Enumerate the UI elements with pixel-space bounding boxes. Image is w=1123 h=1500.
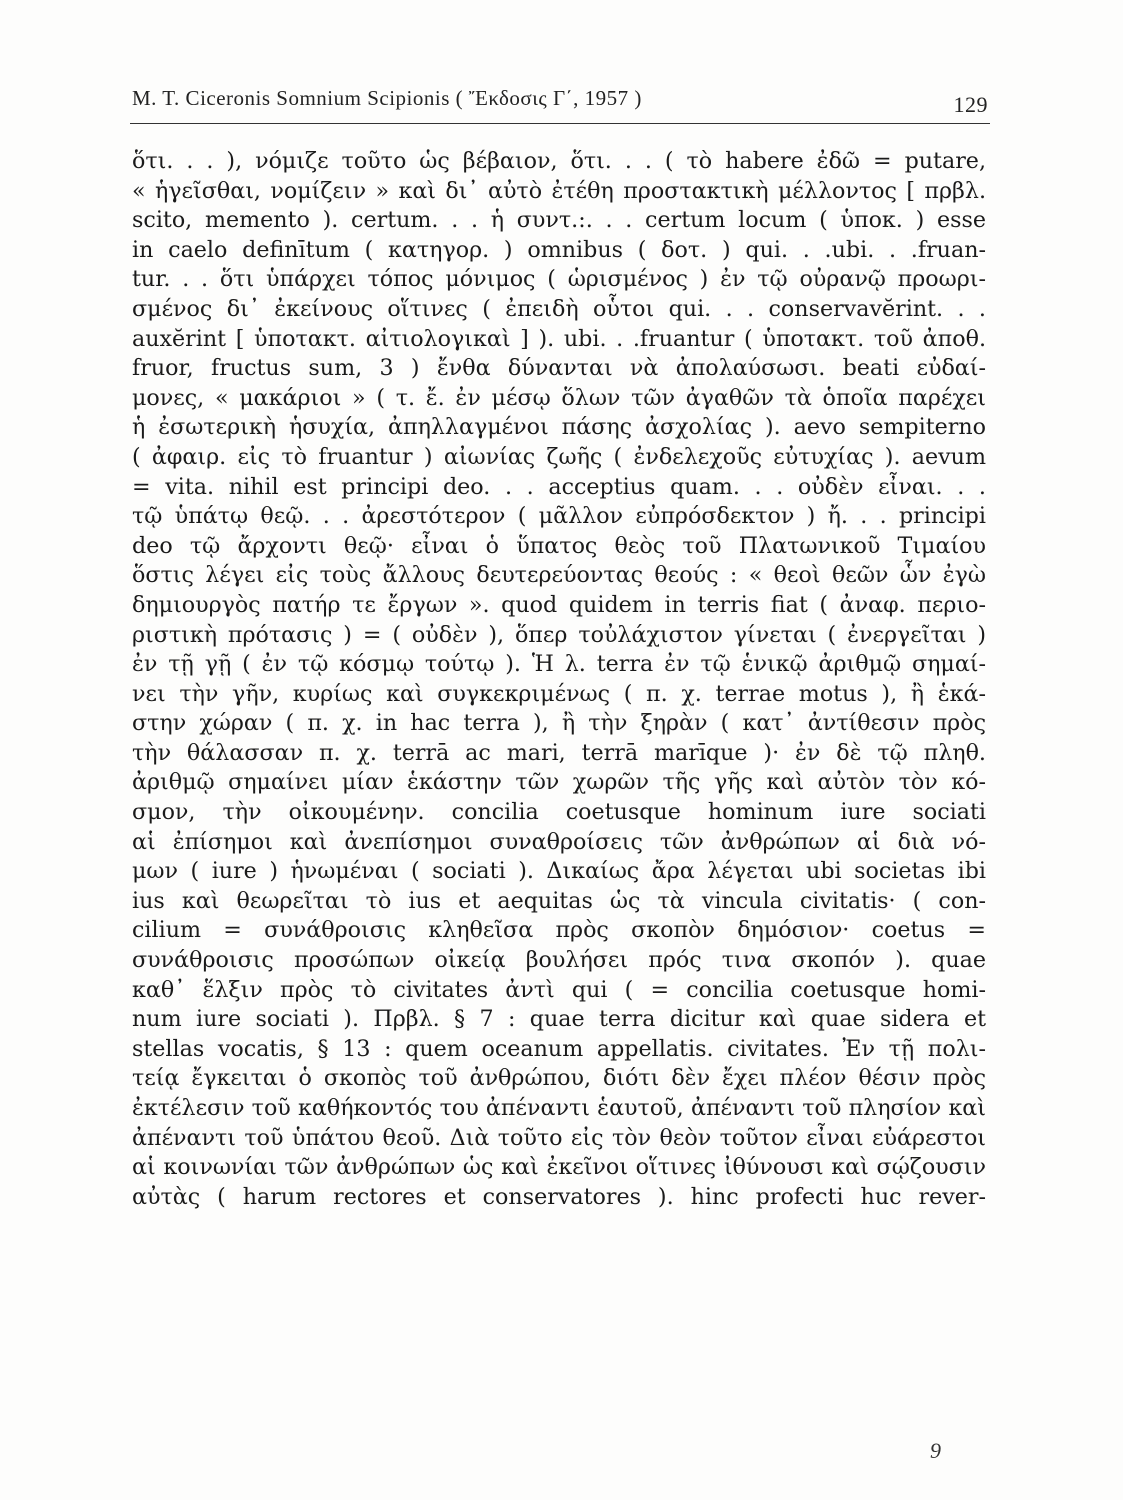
- text-line: num iure sociati ). Πρβλ. § 7 : quae terra dicitur καὶ quae sidera et: [132, 1006, 986, 1033]
- text-line: stellas vocatis, § 13 : quem oceanum appellatis. civitates. Ἐν τῇ πολι-: [132, 1035, 986, 1062]
- text-line: ἐν τῇ γῇ ( ἐν τῷ κόσμῳ τούτῳ ). Ἡ λ. terra ἐν τῷ ἑνικῷ ἀριθμῷ σημαί-: [132, 651, 986, 678]
- signature-mark: 9: [930, 1438, 941, 1463]
- text-line: αἱ ἐπίσημοι καὶ ἀνεπίσημοι συναθροίσεις τῶν ἀνθρώπων αἱ διὰ νό-: [132, 828, 986, 855]
- text-line: μονες, « μακάριοι » ( τ. ἔ. ἐν μέσῳ ὅλων τῶν ἀγαθῶν τὰ ὁποῖα παρέχει: [132, 384, 986, 411]
- page-number: 129: [953, 92, 988, 117]
- text-line: tur. . . ὅτι ὑπάρχει τόπος μόνιμος ( ὡρισμένος ) ἐν τῷ οὐρανῷ προωρι-: [132, 266, 986, 293]
- text-line: deo τῷ ἄρχοντι θεῷ· εἶναι ὁ ὕπατος θεὸς τοῦ Πλατωνικοῦ Τιμαίου: [132, 532, 986, 559]
- text-line: ὅστις λέγει εἰς τοὺς ἄλλους δευτερεύοντας θεούς : « θεοὶ θεῶν ὧν ἐγὼ: [132, 562, 986, 589]
- text-line: ἡ ἐσωτερικὴ ἡσυχία, ἀπηλλαγμένοι πάσης ἀσχολίας ). aevo sempiterno: [132, 414, 986, 441]
- text-line: τῷ ὑπάτῳ θεῷ. . . ἀρεστότερον ( μᾶλλον εὐπρόσδεκτον ) ἤ. . . principi: [132, 503, 986, 530]
- text-line: νει τὴν γῆν, κυρίως καὶ συγκεκριμένως ( π. χ. terrae motus ), ἢ ἑκά-: [132, 680, 986, 707]
- text-line: ὅτι. . . ), νόμιζε τοῦτο ὡς βέβαιον, ὅτι. . . ( τὸ habere ἐδῶ = putare,: [132, 148, 986, 174]
- text-line: = vita. nihil est principi deo. . . acceptius quam. . . οὐδὲν εἶναι. . .: [132, 473, 986, 500]
- header-rule: [130, 123, 990, 124]
- text-line: cilium = συνάθροισις κληθεῖσα πρὸς σκοπὸν δημόσιον· coetus =: [132, 917, 986, 944]
- text-line: ( ἀφαιρ. εἰς τὸ fruantur ) αἰωνίας ζωῆς ( ἐνδελεχοῦς εὐτυχίας ). aevum: [132, 443, 986, 470]
- text-line: ἀριθμῷ σημαίνει μίαν ἑκάστην τῶν χωρῶν τῆς γῆς καὶ αὐτὸν τὸν κό-: [132, 769, 986, 796]
- commentary-text: [132, 147, 986, 1212]
- text-line: « ἡγεῖσθαι, νομίζειν » καὶ δι᾽ αὐτὸ ἐτέθη προστακτικὴ μέλλοντος [ πρβλ.: [132, 177, 986, 204]
- text-line: αἱ κοινωνίαι τῶν ἀνθρώπων ὡς καὶ ἐκεῖνοι οἵτινες ἰθύνουσι καὶ σῴζουσιν: [132, 1154, 986, 1181]
- text-line: fruor, fructus sum, 3 ) ἔνθα δύνανται νὰ ἀπολαύσωσι. beati εὐδαί-: [132, 355, 986, 382]
- text-line: μων ( iure ) ἡνωμέναι ( sociati ). Δικαίως ἄρα λέγεται ubi societas ibi: [132, 858, 986, 885]
- text-line: καθ᾽ ἕλξιν πρὸς τὸ civitates ἀντὶ qui ( = concilia coetusque homi-: [132, 976, 986, 1003]
- text-line: ius καὶ θεωρεῖται τὸ ius et aequitas ὡς τὰ vincula civitatis· ( con-: [132, 887, 986, 914]
- running-header: [132, 78, 990, 118]
- text-line: σμένος δι᾽ ἐκείνους οἵτινες ( ἐπειδὴ οὗτοι qui. . . conservavĕrint. . .: [132, 295, 986, 322]
- text-line: δημιουργὸς πατήρ τε ἔργων ». quod quidem in terris fiat ( ἀναφ. περιο-: [132, 591, 986, 618]
- text-line: in caelo definītum ( κατηγορ. ) omnibus ( δοτ. ) qui. . .ubi. . .fruan-: [132, 236, 986, 263]
- text-line: scito, memento ). certum. . . ἡ συντ.:. . . certum locum ( ὑποκ. ) esse: [132, 207, 986, 234]
- text-line: ἐκτέλεσιν τοῦ καθήκοντός του ἀπέναντι ἑαυτοῦ, ἀπέναντι τοῦ πλησίον καὶ: [132, 1095, 986, 1121]
- text-line: ἀπέναντι τοῦ ὑπάτου θεοῦ. Διὰ τοῦτο εἰς τὸν θεὸν τοῦτον εἶναι εὐάρεστοι: [132, 1124, 986, 1151]
- text-line: συνάθροισις προσώπων οἰκείᾳ βουλήσει πρός τινα σκοπόν ). quae: [132, 947, 986, 974]
- text-line: auxĕrint [ ὑποτακτ. αἰτιολογικαὶ ] ). ubi. . .fruantur ( ὑποτακτ. τοῦ ἀποθ.: [132, 325, 986, 352]
- text-line: ριστικὴ πρότασις ) = ( οὐδὲν ), ὅπερ τοὐλάχιστον γίνεται ( ἐνεργεῖται ): [132, 621, 986, 648]
- text-line: στην χώραν ( π. χ. in hac terra ), ἢ τὴν ξηρὰν ( κατ᾽ ἀντίθεσιν πρὸς: [132, 710, 986, 737]
- text-line: τείᾳ ἔγκειται ὁ σκοπὸς τοῦ ἀνθρώπου, διότι δὲν ἔχει πλέον θέσιν πρὸς: [132, 1065, 986, 1092]
- text-line: αὐτὰς ( harum rectores et conservatores ). hinc profecti huc rever-: [132, 1183, 986, 1210]
- text-line: σμον, τὴν οἰκουμένην. concilia coetusque hominum iure sociati: [132, 799, 986, 826]
- running-title: M. T. Ciceronis Somnium Scipionis ( Ἔκδοσις Γ΄, 1957 ): [132, 86, 642, 110]
- text-line: τὴν θάλασσαν π. χ. terrā ac mari, terrā marīque )· ἐν δὲ τῷ πληθ.: [132, 739, 986, 766]
